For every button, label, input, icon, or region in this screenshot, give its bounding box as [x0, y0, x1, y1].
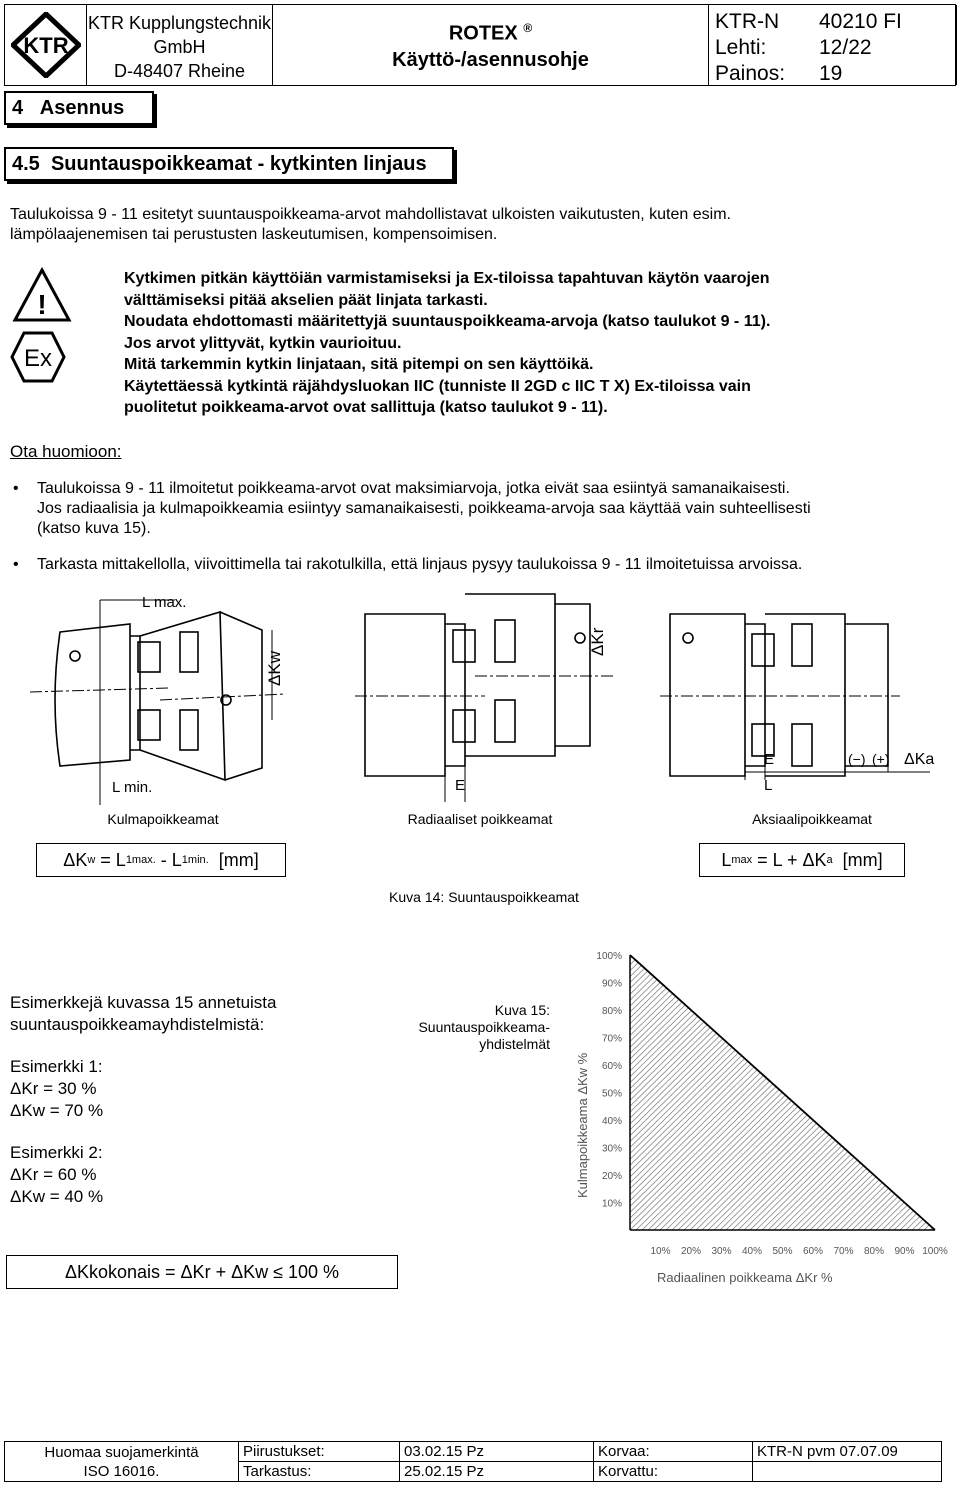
ex-icon [10, 330, 66, 389]
angular-drawing [30, 590, 290, 810]
formula-axial: L max = L + Δ K a [mm] [699, 843, 905, 877]
section-heading: 4 Asennus [4, 91, 154, 125]
y-tick-label: 40% [601, 1116, 622, 1127]
product-name: ROTEX [448, 22, 518, 45]
hatched-region [565, 955, 955, 1230]
y-axis-label: Kulmapoikkeama ΔKw % [575, 1052, 590, 1198]
x-tick-label: 90% [894, 1246, 915, 1257]
y-tick-label: 20% [601, 1171, 622, 1182]
product-block: ROTEX ® Käyttö-/asennusohje [273, 5, 709, 85]
figure15-caption: Kuva 15: Suuntauspoikkeama- yhdistelmät [418, 1002, 550, 1052]
x-tick-label: 40% [741, 1246, 763, 1257]
x-tick-label: 50% [772, 1246, 793, 1257]
svg-text:L min.: L min. [112, 779, 153, 796]
y-tick-label: 70% [601, 1033, 622, 1045]
examples-block: Esimerkkejä kuvassa 15 annetuista suuntauspoikkeamayhdistelmistä: Esimerkki 1: ΔKr = 30 % ΔKw = 70 % Esimerkki 2: ΔKr = 60 % ΔKw = 40 % [10, 993, 277, 1206]
caption-radial: Radiaaliset poikkeamat [407, 811, 553, 827]
x-tick-label: 30% [711, 1246, 732, 1257]
x-tick-label: 80% [863, 1246, 885, 1257]
footer-note: Huomaa suojamerkintä ISO 16016. [5, 1442, 239, 1482]
bullet-1: • Taulukoissa 9 - 11 ilmoitetut poikkeama-arvot ovat maksimiarvoja, jotka eivät saa esiintyä samanaikaisesti. Jos radiaalisia ja kulmapoikkeamia esiintyy samanaikaisesti, poikkeama-arvoja saa käyttää vain suhteellisesti (katso kuva 15). [13, 480, 811, 537]
total-formula: ΔKkokonais = ΔKr + ΔKw ≤ 100 % [6, 1255, 398, 1289]
note-label: Ota huomioon: [10, 442, 122, 461]
warning-icon [12, 266, 72, 331]
doc-info: KTR-N 40210 FI Lehti: 12/22 Painos: 19 [709, 5, 957, 85]
caption-axial: Aksiaalipoikkeamat [752, 811, 872, 827]
x-axis-label: Radiaalinen poikkeama ΔKr % [657, 1270, 833, 1285]
company-block: KTR Kupplungstechnik GmbH D-48407 Rheine [87, 5, 273, 85]
caption-angular: Kulmapoikkeamat [107, 811, 219, 827]
warning-text: Kytkimen pitkän käyttöiän varmistamiseksi ja Ex-tiloissa tapahtuvan käytön vaarojen välttämiseksi pitää akselien päät linjata tarkasti. Noudata ehdottomasti määritettyjä suuntauspoikkeama-arvoja (katso taulukot 9 - 11). Jos arvot ylittyvät, kytkin vaurioituu. Mitä tarkemmin kytkin linjataan, sitä pitempi on sen käyttöikä. Käytettäessä kytkintä räjähdysluokan IIC (tunniste II 2GD c IIC T X) Ex-tiloissa vain puolitetut poikkeama-arvot ovat sallittuja (katso taulukot 9 - 11). [124, 270, 771, 416]
axial-drawing [660, 590, 940, 810]
y-tick-label: 100% [596, 951, 622, 962]
formula-angular: Δ K w = L 1max. - L 1min. [mm] [36, 843, 286, 877]
svg-text:ΔKa: ΔKa [904, 751, 935, 768]
svg-text:(+): (+) [872, 751, 890, 767]
x-tick-label: 10% [650, 1246, 671, 1257]
y-tick-label: 90% [601, 978, 622, 990]
svg-text:ΔKr: ΔKr [588, 627, 607, 656]
page-header [4, 4, 956, 86]
svg-text:Ex: Ex [23, 345, 53, 372]
svg-text:L max.: L max. [142, 594, 187, 611]
y-tick-label: 30% [601, 1143, 622, 1155]
y-tick-label: 60% [601, 1061, 622, 1072]
x-tick-label: 20% [680, 1246, 702, 1257]
svg-text:L: L [764, 777, 773, 794]
combination-chart [565, 940, 955, 1300]
bullet-2: • Tarkasta mittakellolla, viivoittimella tai rakotulkilla, että linjaus pysyy taulukoissa 9 - 11 ilmoitetuissa arvoissa. [13, 556, 803, 573]
intro-text: Taulukoissa 9 - 11 esitetyt suuntauspoikkeama-arvot mahdollistavat ulkoisten vaikutusten, kuten esim. lämpölaajenemisen tai perustusten laskeutumisen, kompensoimisen. [10, 206, 731, 243]
radial-drawing [355, 590, 615, 810]
doc-type: Käyttö-/asennusohje [392, 48, 589, 71]
figure14-caption: Kuva 14: Suuntauspoikkeamat [389, 889, 579, 905]
svg-text:ΔKw: ΔKw [265, 651, 284, 686]
y-tick-label: 10% [601, 1198, 622, 1210]
subsection-heading: 4.5 Suuntauspoikkeamat - kytkinten linjaus [4, 147, 454, 181]
x-tick-label: 70% [833, 1246, 854, 1257]
x-tick-label: 60% [802, 1246, 824, 1257]
y-tick-label: 80% [601, 1006, 622, 1017]
svg-text:E: E [455, 777, 466, 794]
svg-text:(−): (−) [848, 751, 866, 767]
x-tick-label: 100% [922, 1246, 948, 1257]
logo-text: KTR [22, 33, 69, 58]
series-line [630, 955, 935, 1230]
svg-text:!: ! [37, 289, 47, 320]
y-tick-label: 50% [601, 1088, 622, 1100]
svg-text:E: E [764, 751, 775, 768]
page-footer: Huomaa suojamerkintä ISO 16016. Piirustukset: 03.02.15 Pz Korvaa: KTR-N pvm 07.07.09 Tarkastus: 25.02.15 Pz Korvattu: [4, 1441, 942, 1482]
ktr-logo [5, 5, 87, 85]
